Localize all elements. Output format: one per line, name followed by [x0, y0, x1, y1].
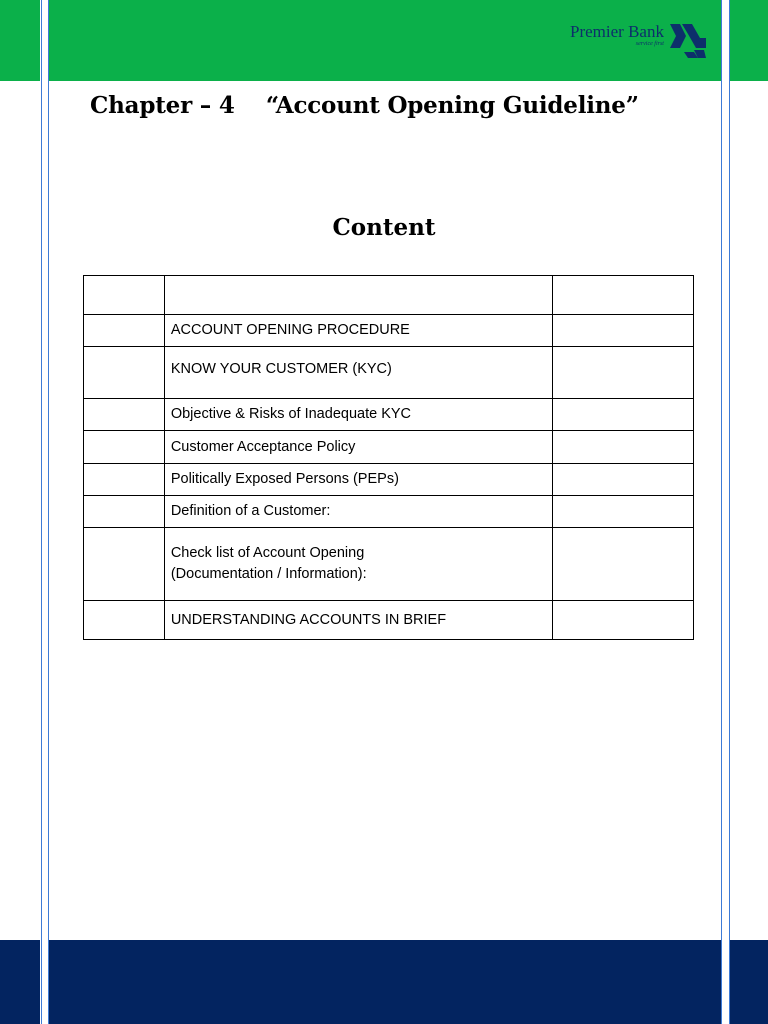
footer-band: [0, 940, 768, 1024]
toc-number-cell: [84, 347, 165, 399]
toc-page-cell: [553, 315, 694, 347]
logo-tagline: service first: [635, 41, 664, 47]
toc-number-cell: [84, 399, 165, 431]
toc-title-cell: Customer Acceptance Policy: [164, 431, 552, 464]
logo-name: Premier Bank: [570, 22, 664, 41]
toc-number-cell: [84, 496, 165, 528]
table-row: [84, 347, 694, 399]
toc-title-cell: Definition of a Customer:: [164, 496, 552, 528]
toc-page-cell: [553, 528, 694, 601]
toc-number-cell: [84, 315, 165, 347]
table-of-contents: [83, 275, 694, 640]
toc-page-cell: [553, 347, 694, 399]
table-row: [84, 431, 694, 464]
toc-title-cell: Politically Exposed Persons (PEPs): [164, 464, 552, 496]
premier-bank-logo-icon: [666, 22, 706, 60]
table-row: [84, 496, 694, 528]
logo-text: [570, 22, 664, 48]
toc-title-cell: UNDERSTANDING ACCOUNTS IN BRIEF: [164, 601, 552, 640]
chapter-title: Chapter – 4 “Account Opening Guideline”: [90, 92, 639, 119]
premier-bank-logo: [570, 22, 706, 62]
toc-number-cell: [84, 601, 165, 640]
table-row: [84, 601, 694, 640]
toc-title-cell: Objective & Risks of Inadequate KYC: [164, 399, 552, 431]
table-row: [84, 464, 694, 496]
table-row: [84, 315, 694, 347]
toc-number-cell: [84, 528, 165, 601]
toc-number-cell: [84, 276, 165, 315]
content-heading: Content: [332, 214, 436, 241]
toc-number-cell: [84, 464, 165, 496]
right-border-line: [729, 0, 730, 1024]
toc-number-cell: [84, 431, 165, 464]
toc-page-cell: [553, 496, 694, 528]
toc-page-cell: [553, 601, 694, 640]
table-row: [84, 399, 694, 431]
toc-page-cell: [553, 399, 694, 431]
toc-page-cell: [553, 431, 694, 464]
toc-page-cell: [553, 464, 694, 496]
toc-title-line: Check list of Account Opening: [170, 545, 365, 561]
toc-title-cell: [164, 528, 552, 601]
toc-title-cell: [164, 276, 552, 315]
right-border-line: [721, 0, 722, 1024]
table-row: [84, 528, 694, 601]
toc-title-cell: KNOW YOUR CUSTOMER (KYC): [164, 347, 552, 399]
left-border-line: [48, 0, 49, 1024]
table-row: [84, 276, 694, 315]
toc-title-line: (Documentation / Information):: [170, 566, 367, 582]
toc-page-cell: [553, 276, 694, 315]
left-border-line: [41, 0, 42, 1024]
toc-title-cell: ACCOUNT OPENING PROCEDURE: [164, 315, 552, 347]
